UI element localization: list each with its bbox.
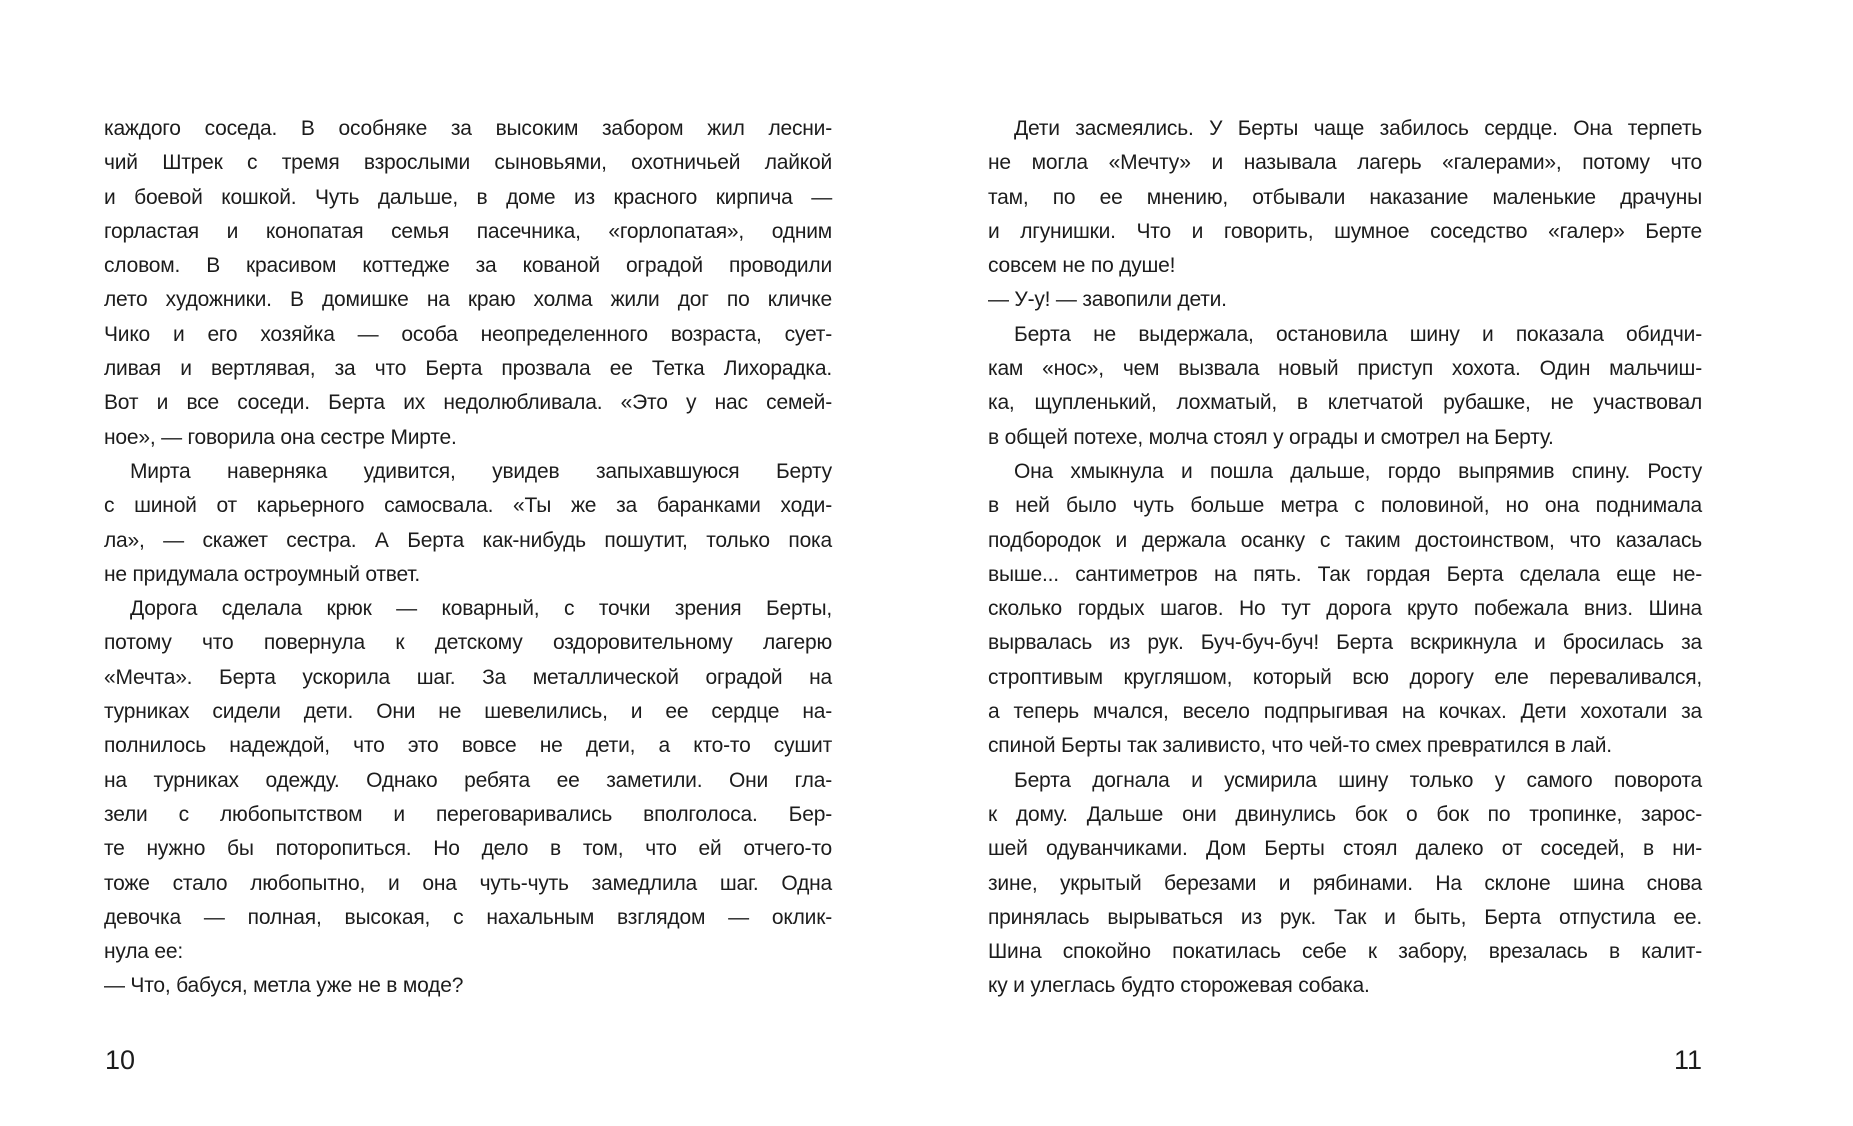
- text-line: выше... сантиметров на пять. Так гордая Берта сделала еще не-: [988, 562, 1702, 586]
- text-line: строптивым кругляшом, который всю дорогу еле переваливался,: [988, 665, 1702, 689]
- text-line: Шина спокойно покатилась себе к забору, врезалась в калит-: [988, 940, 1702, 964]
- text-line: сколько гордых шагов. Но тут дорога круто побежала вниз. Шина: [988, 597, 1702, 621]
- text-line: ка, щупленький, лохматый, в клетчатой рубашке, не участвовал: [988, 391, 1702, 415]
- text-line: нула ее:: [104, 940, 183, 964]
- text-line: Дети засмеялись. У Берты чаще забилось сердце. Она терпеть: [1014, 117, 1702, 140]
- text-line: не придумала остроумный ответ.: [104, 562, 421, 586]
- text-line: к дому. Дальше они двинулись бок о бок по тропинке, зарос-: [988, 802, 1702, 826]
- text-line: принялась вырываться из рук. Так и быть, Берта отпустила ее.: [988, 905, 1702, 929]
- text-line: зели с любопытством и переговаривались вполголоса. Бер-: [104, 802, 832, 826]
- text-line: на турниках одежду. Однако ребята ее заметили. Они гла-: [104, 768, 832, 792]
- text-line: лето художники. В домишке на краю холма жили дог по кличке: [104, 288, 832, 312]
- text-line: совсем не по душе!: [988, 254, 1176, 278]
- text-line: Дорога сделала крюк — коварный, с точки зрения Берты,: [130, 597, 832, 621]
- text-line: кам «нос», чем вызвала новый приступ хохота. Один мальчиш-: [988, 357, 1702, 381]
- text-line: в ней было чуть больше метра с половиной, но она поднимала: [988, 494, 1702, 518]
- text-line: Берта не выдержала, остановила шину и показала обидчи-: [1014, 322, 1702, 346]
- text-line: спиной Берты так заливисто, что чей-то смех превратился в лай.: [988, 734, 1612, 758]
- text-line: не могла «Мечту» и называла лагерь «галерами», потому что: [988, 151, 1702, 175]
- text-line: девочка — полная, высокая, с нахальным взглядом — оклик-: [104, 905, 832, 929]
- text-line: вырвалась из рук. Буч-буч-буч! Берта вскрикнула и бросилась за: [988, 631, 1702, 655]
- text-line: ла», — скажет сестра. А Берта как-нибудь пошутит, только пока: [104, 528, 832, 552]
- page-number-right: 11: [1673, 1045, 1702, 1075]
- text-line: «Мечта». Берта ускорила шаг. За металлической оградой на: [104, 665, 832, 689]
- text-line: шей одуванчиками. Дом Берты стоял далеко от соседей, в ни-: [988, 837, 1702, 861]
- text-line: с шиной от карьерного самосвала. «Ты же за баранками ходи-: [104, 494, 832, 518]
- text-line: ное», — говорила она сестре Мирте.: [104, 425, 457, 449]
- text-line: те нужно бы поторопиться. Но дело в том, что ей отчего-то: [104, 837, 832, 861]
- page-left-text: [104, 112, 832, 1004]
- text-line: Чико и его хозяйка — особа неопределенного возраста, сует-: [104, 322, 832, 346]
- text-line: словом. В красивом коттедже за кованой оградой проводили: [104, 254, 832, 278]
- text-line: — Что, бабуся, метла уже не в моде?: [104, 974, 464, 998]
- text-line: зине, укрытый березами и рябинами. На склоне шина снова: [988, 871, 1702, 895]
- text-line: каждого соседа. В особняке за высоким забором жил лесни-: [104, 117, 832, 140]
- text-line: Берта догнала и усмирила шину только у самого поворота: [1014, 768, 1702, 792]
- page-right-text: [988, 112, 1702, 1004]
- text-line: и боевой кошкой. Чуть дальше, в доме из красного кирпича —: [104, 185, 832, 209]
- text-line: там, по ее мнению, отбывали наказание маленькие драчуны: [988, 185, 1702, 209]
- text-line: полнилось надеждой, что это вовсе не дети, а кто-то сушит: [104, 734, 832, 758]
- text-line: ку и улеглась будто сторожевая собака.: [988, 974, 1370, 998]
- text-line: потому что повернула к детскому оздоровительному лагерю: [104, 631, 832, 655]
- text-line: и лгунишки. Что и говорить, шумное соседство «галер» Берте: [988, 219, 1702, 243]
- text-line: — У-у! — завопили дети.: [988, 288, 1227, 312]
- text-line: чий Штрек с тремя взрослыми сыновьями, охотничьей лайкой: [104, 151, 832, 175]
- text-line: тоже стало любопытно, и она чуть-чуть замедлила шаг. Одна: [104, 871, 832, 895]
- text-line: подбородок и держала осанку с таким достоинством, что казалась: [988, 528, 1702, 552]
- text-line: горластая и конопатая семья пасечника, «горлопатая», одним: [104, 219, 832, 243]
- text-line: а теперь мчался, весело подпрыгивая на кочках. Дети хохотали за: [988, 700, 1702, 724]
- page-number-left: 10: [105, 1045, 136, 1075]
- text-line: ливая и вертлявая, за что Берта прозвала ее Тетка Лихорадка.: [104, 357, 832, 381]
- text-line: Мирта наверняка удивится, увидев запыхавшуюся Берту: [130, 459, 832, 483]
- text-line: в общей потехе, молча стоял у ограды и смотрел на Берту.: [988, 425, 1554, 449]
- text-line: Она хмыкнула и пошла дальше, гордо выпрямив спину. Росту: [1014, 459, 1702, 483]
- text-line: Вот и все соседи. Берта их недолюбливала. «Это у нас семей-: [104, 391, 832, 415]
- text-line: турниках сидели дети. Они не шевелились, и ее сердце на-: [104, 700, 832, 724]
